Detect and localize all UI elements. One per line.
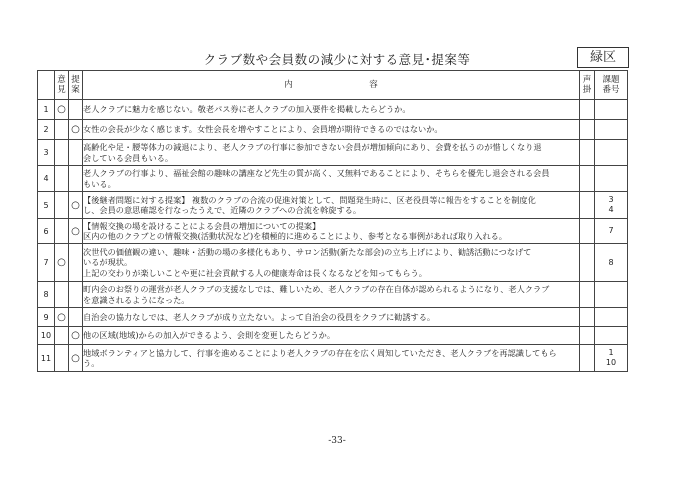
proposal-mark [69, 100, 83, 120]
row-number: 6 [38, 219, 55, 244]
voice-cell [580, 140, 595, 166]
table-row [38, 192, 628, 219]
row-number: 7 [38, 244, 55, 282]
opinion-mark: ○ [55, 308, 69, 327]
issue-number-cell [595, 120, 628, 140]
opinion-mark: ○ [55, 244, 69, 282]
row-content: 他の区域(地域)からの加入ができるよう、会則を変更したらどうか。 [83, 327, 580, 345]
row-number: 11 [38, 345, 55, 372]
issue-number-cell [595, 166, 628, 192]
row-number: 5 [38, 192, 55, 219]
table-row [38, 100, 628, 120]
row-number: 2 [38, 120, 55, 140]
header-proposal: 提 案 [69, 71, 83, 100]
proposal-mark [69, 308, 83, 327]
proposal-mark [69, 140, 83, 166]
opinion-mark [55, 219, 69, 244]
row-content: 老人クラブの行事より、福祉会館の趣味の講座など先生の質が高く、又無料であることにより、そちらを優先し退会される会員 もいる。 [83, 166, 580, 192]
row-number: 9 [38, 308, 55, 327]
issue-number-cell [595, 327, 628, 345]
issue-number-cell: 3 4 [595, 192, 628, 219]
proposal-mark: ○ [69, 327, 83, 345]
row-content: 【後継者問題に対する提案】 複数のクラブの合流の促進対策として、問題発生時に、区老役員等に報告をすることを制度化 し、会員の意思確認を行なったうえで、近隣のクラブへの合流を斡旋する。 [83, 192, 580, 219]
proposal-mark [69, 282, 83, 308]
voice-cell [580, 100, 595, 120]
voice-cell [580, 282, 595, 308]
voice-cell [580, 120, 595, 140]
table-row [38, 308, 628, 327]
header-voice: 声 掛 [580, 71, 595, 100]
voice-cell [580, 219, 595, 244]
opinion-mark [55, 140, 69, 166]
issue-number-cell: 7 [595, 219, 628, 244]
proposal-mark: ○ [69, 192, 83, 219]
row-number: 1 [38, 100, 55, 120]
opinions-table [37, 70, 628, 372]
issue-number-cell [595, 282, 628, 308]
voice-cell [580, 244, 595, 282]
voice-cell [580, 192, 595, 219]
opinion-mark [55, 120, 69, 140]
header-opinion: 意 見 [55, 71, 69, 100]
table-row [38, 140, 628, 166]
row-content: 女性の会長が少なく感じます。女性会長を増やすことにより、会員増が期待できるのではないか。 [83, 120, 580, 140]
district-label: 緑区 [577, 47, 629, 68]
row-number: 3 [38, 140, 55, 166]
proposal-mark: ○ [69, 345, 83, 372]
row-content: 自治会の協力なしでは、老人クラブが成り立たない。よって自治会の役員をクラブに勧誘する。 [83, 308, 580, 327]
voice-cell [580, 327, 595, 345]
row-content: 次世代の価値観の違い、趣味・活動の場の多様化もあり、サロン活動(新たな部会)の立ち上げにより、勧誘活動につなげて いるが現状。 上記の交わりが楽しいことや更に社会貢献する人の健康寿命は長くなるなどを知ってもらう。 [83, 244, 580, 282]
table-row [38, 219, 628, 244]
issue-number-cell [595, 100, 628, 120]
table-row [38, 282, 628, 308]
page-title: クラブ数や会員数の減少に対する意見･提案等 [203, 52, 471, 67]
row-number: 4 [38, 166, 55, 192]
table-row [38, 166, 628, 192]
proposal-mark [69, 244, 83, 282]
voice-cell [580, 345, 595, 372]
opinion-mark [55, 345, 69, 372]
table-row [38, 327, 628, 345]
table-row [38, 345, 628, 372]
header-content: 内 容 [83, 71, 580, 100]
proposal-mark: ○ [69, 120, 83, 140]
header-number [38, 71, 55, 100]
opinion-mark: ○ [55, 100, 69, 120]
voice-cell [580, 166, 595, 192]
page-number: -33- [328, 436, 346, 446]
voice-cell [580, 308, 595, 327]
row-content: 町内会のお祭りの運営が老人クラブの支援なしでは、難しいため、老人クラブの存在自体が認められるようになり、老人クラブ を意識されるようになった。 [83, 282, 580, 308]
issue-number-cell [595, 140, 628, 166]
opinion-mark [55, 192, 69, 219]
row-content: 老人クラブに魅力を感じない。敬老パス券に老人クラブの加入要件を掲載したらどうか。 [83, 100, 580, 120]
proposal-mark [69, 166, 83, 192]
row-number: 8 [38, 282, 55, 308]
table-row [38, 120, 628, 140]
opinion-mark [55, 282, 69, 308]
opinion-mark [55, 166, 69, 192]
proposal-mark: ○ [69, 219, 83, 244]
opinion-mark [55, 327, 69, 345]
issue-number-cell [595, 308, 628, 327]
row-number: 10 [38, 327, 55, 345]
row-content: 高齢化や足・腰等体力の減退により、老人クラブの行事に参加できない会員が増加傾向にあり、会費を払うのが惜しくなり退 会している会員もいる。 [83, 140, 580, 166]
row-content: 【情報交換の場を設けることによる会員の増加についての提案】 区内の他のクラブとの情報交換(活動状況など)を積極的に進めることにより、参考となる事例があれば取り入れる。 [83, 219, 580, 244]
table-row [38, 244, 628, 282]
table-header-row [38, 71, 628, 100]
issue-number-cell: 8 [595, 244, 628, 282]
row-content: 地域ボランティアと協力して、行事を進めることにより老人クラブの存在を広く周知していただき、老人クラブを再認識してもら う。 [83, 345, 580, 372]
issue-number-cell: 1 10 [595, 345, 628, 372]
header-issue-number: 課題 番号 [595, 71, 628, 100]
